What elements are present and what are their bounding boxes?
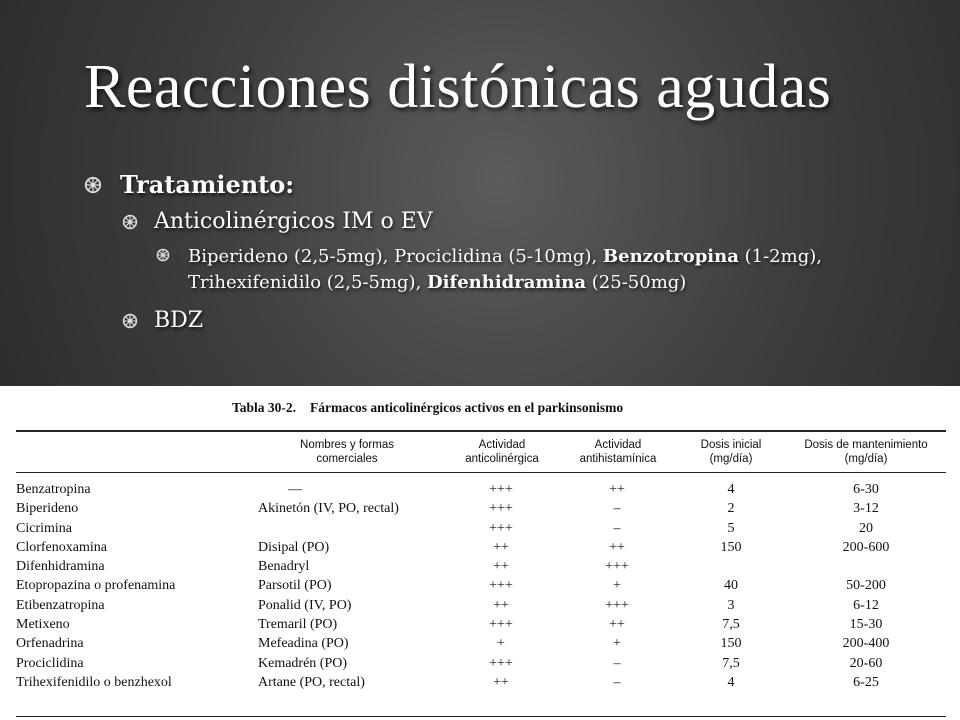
cell-anticol: +++ [489, 520, 513, 536]
cell-name: Benadryl [258, 559, 310, 575]
cell-drug: Biperideno [16, 501, 79, 517]
table-row [16, 540, 946, 559]
cell-drug: Clorfenoxamina [16, 539, 107, 555]
cell-anticol: ++ [493, 674, 509, 690]
table-row [16, 636, 946, 655]
cell-maint: 20 [859, 520, 873, 536]
bullet-wheel-icon [156, 248, 170, 262]
table-bottom-rule [16, 716, 946, 717]
bullet-wheel-icon [122, 313, 138, 329]
cell-maint: 20-60 [849, 655, 883, 671]
table-row [16, 521, 946, 540]
cell-name: Akinetón (IV, PO, rectal) [258, 501, 399, 517]
cell-maint: 6-12 [853, 597, 879, 613]
cell-name: — [288, 482, 302, 497]
cell-initial: 4 [727, 482, 735, 497]
cell-drug: Etopropazina o profenamina [16, 578, 176, 594]
cell-name: Ponalid (IV, PO) [258, 597, 352, 613]
bullet-text-part: (25-50mg) [586, 272, 687, 293]
cell-maint: 3-12 [853, 501, 879, 517]
bullet-text: BDZ [154, 308, 204, 333]
table-row [16, 578, 946, 597]
cell-initial: 3 [727, 597, 735, 613]
drug-table-image [0, 386, 960, 720]
header-names: Nombres y formas comerciales [300, 439, 394, 465]
cell-anticol: +++ [489, 655, 513, 671]
cell-maint: 15-30 [849, 617, 883, 633]
bullet-wheel-icon [122, 214, 138, 230]
cell-initial: 2 [727, 501, 735, 517]
cell-name: Kemadrén (PO) [258, 655, 348, 671]
header-initial: Dosis inicial (mg/día) [700, 439, 762, 465]
cell-drug: Benzatropina [16, 482, 91, 497]
cell-name: Mefeadina (PO) [258, 636, 349, 652]
bullet-text-part: (1-2mg), Trihexifenidilo (2,5-5mg), [188, 246, 822, 293]
table-header-rule [16, 472, 946, 473]
table-row [16, 675, 946, 694]
table-row [16, 482, 946, 501]
table-row [16, 501, 946, 520]
cell-antihist: ++ [609, 617, 625, 633]
table-top-rule [16, 430, 946, 432]
cell-drug: Cicrimina [16, 520, 72, 536]
cell-maint: 6-25 [853, 674, 879, 690]
cell-name: Parsotil (PO) [258, 578, 332, 594]
cell-initial: 5 [727, 520, 735, 536]
cell-initial: 7,5 [722, 655, 740, 671]
bullet-wheel-icon [84, 176, 102, 194]
table-row [16, 598, 946, 617]
cell-anticol: ++ [493, 559, 509, 575]
cell-drug: Prociclidina [16, 655, 84, 671]
bullet-bdz [84, 308, 864, 333]
cell-anticol: +++ [489, 578, 513, 594]
cell-maint: 50-200 [846, 578, 886, 594]
header-anticol: Actividad anticolinérgica [465, 439, 539, 465]
table-body [16, 482, 946, 694]
table-label: Tabla 30-2. [232, 400, 297, 415]
cell-anticol: ++ [493, 539, 509, 555]
bullet-anticolinergicos [84, 209, 864, 234]
bullet-bold-drug: Difenhidramina [427, 272, 587, 293]
bullet-text: Anticolinérgicos IM o EV [154, 209, 433, 234]
table-caption [232, 400, 623, 416]
cell-anticol: + [497, 636, 505, 652]
cell-initial: 40 [724, 578, 738, 594]
cell-antihist: – [613, 674, 621, 690]
cell-antihist: – [613, 655, 621, 671]
bullet-bold-drug: Benzotropina [602, 246, 739, 267]
cell-initial: 150 [720, 636, 742, 652]
cell-antihist: – [613, 501, 621, 517]
table-row [16, 656, 946, 675]
cell-antihist: ++ [609, 539, 625, 555]
cell-anticol: +++ [489, 501, 513, 517]
table-row [16, 617, 946, 636]
cell-drug: Orfenadrina [16, 636, 84, 652]
cell-anticol: +++ [489, 617, 513, 633]
bullet-list [84, 170, 864, 343]
cell-anticol: +++ [489, 482, 513, 497]
cell-antihist: ++ [609, 482, 625, 497]
cell-initial: 7,5 [722, 617, 740, 633]
cell-antihist: + [613, 636, 621, 652]
header-antihist: Actividad antihistamínica [579, 439, 657, 465]
cell-maint: 6-30 [853, 482, 879, 497]
bullet-text: Tratamiento: [120, 170, 295, 199]
cell-maint: 200-600 [842, 539, 890, 555]
cell-initial: 150 [720, 539, 742, 555]
bullet-dosis [84, 244, 864, 296]
cell-name: Tremaril (PO) [258, 617, 338, 633]
cell-initial: 4 [727, 674, 735, 690]
cell-antihist: +++ [605, 597, 629, 613]
table-row [16, 559, 946, 578]
cell-drug: Trihexifenidilo o benzhexol [16, 674, 172, 690]
cell-drug: Metixeno [16, 617, 70, 633]
cell-name: Artane (PO, rectal) [258, 674, 365, 690]
cell-antihist: +++ [605, 559, 629, 575]
cell-antihist: – [613, 520, 621, 536]
bullet-text-part: Biperideno (2,5-5mg), Prociclidina (5-10mg), [188, 246, 603, 267]
cell-drug: Difenhidramina [16, 559, 105, 575]
cell-name: Disipal (PO) [258, 539, 330, 555]
cell-anticol: ++ [493, 597, 509, 613]
slide-title: Reacciones distónicas agudas [84, 53, 832, 121]
header-maint: Dosis de mantenimiento (mg/día) [804, 439, 928, 465]
bullet-tratamiento [84, 170, 864, 199]
table-title: Fármacos anticolinérgicos activos en el parkinsonismo [310, 400, 624, 415]
cell-maint: 200-400 [842, 636, 890, 652]
cell-antihist: + [613, 578, 621, 594]
cell-drug: Etibenzatropina [16, 597, 105, 613]
